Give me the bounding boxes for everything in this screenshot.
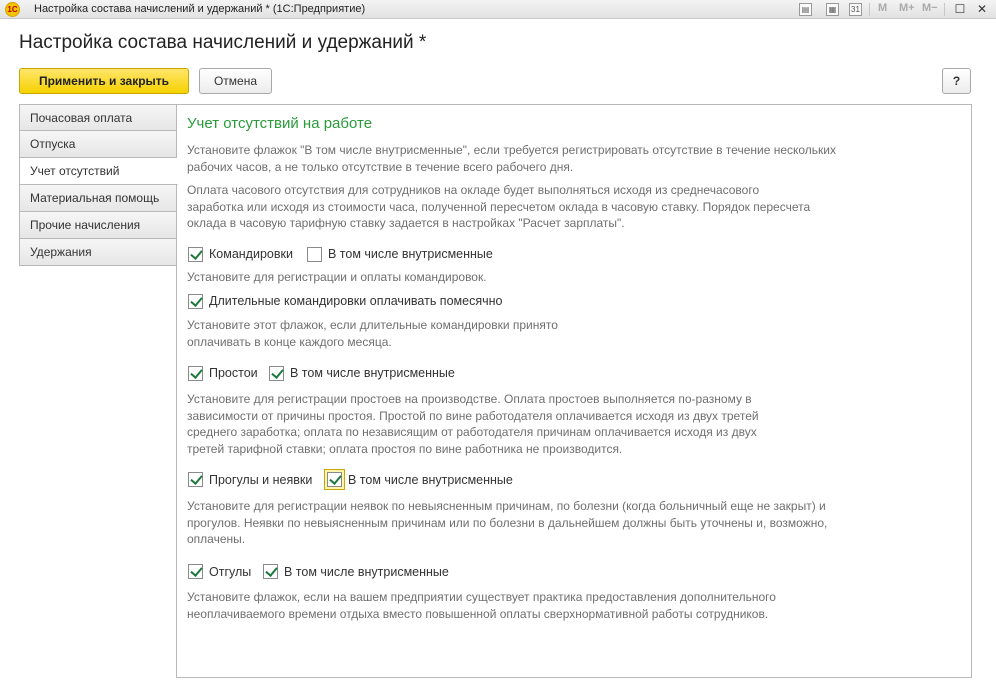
maximize-icon[interactable]: ☐ xyxy=(954,2,966,16)
hint-line: Установите для регистрации простоев на производстве. Оплата простоев выполняется по-разному в xyxy=(187,392,752,406)
app-logo-icon: 1С xyxy=(5,2,20,17)
time-off-intrashift-checkbox[interactable] xyxy=(263,564,278,579)
business-trips-checkbox[interactable] xyxy=(188,247,203,262)
hint-line: Оплата часового отсутствия для сотрудников на окладе будет выполняться исходя из среднечасового xyxy=(187,183,760,197)
time-off-hint xyxy=(187,589,776,622)
business-trips-label[interactable]: Командировки xyxy=(209,247,293,261)
long-trips-monthly-label[interactable]: Длительные командировки оплачивать помесячно xyxy=(209,294,503,308)
hint-line: заработка или исходя из стоимости часа, полученной пересчетом оклада в часовую ставку. Порядок пересчета xyxy=(187,199,811,214)
tab-hourly-pay[interactable]: Почасовая оплата xyxy=(19,104,177,131)
hint-line: Установите для регистрации неявок по невыясненным причинам, по болезни (когда больничный еще не закрыт) и xyxy=(187,499,826,513)
window-title: Настройка состава начислений и удержаний * (1С:Предприятие) xyxy=(34,3,366,15)
toolbar-separator xyxy=(869,3,870,16)
document-icon[interactable]: ▤ xyxy=(799,3,812,16)
downtime-hint xyxy=(187,391,759,457)
hint-line: зависимости от причины простоя. Простой по вине работодателя оплачивается исходя из двух третей xyxy=(187,408,759,423)
hint-line: оплачивать в конце каждого месяца. xyxy=(187,334,392,349)
section-title: Учет отсутствий на работе xyxy=(187,115,373,132)
hint-line: прогулов. Неявки по невыясненным причинам или по болезни в дальнейшем должны быть уточнены и, возможно, xyxy=(187,515,828,530)
tab-deductions[interactable]: Удержания xyxy=(19,239,177,266)
form-title: Настройка состава начислений и удержаний * xyxy=(19,32,427,53)
toolbar-separator xyxy=(944,3,945,16)
business-trips-hint xyxy=(187,269,487,286)
tab-absence-accounting[interactable]: Учет отсутствий xyxy=(19,158,178,185)
hint-line: Установите флажок "В том числе внутрисменные", если требуется регистрировать отсутствие в течение нескольких xyxy=(187,143,837,157)
hint-line: Установите для регистрации и оплаты командировок. xyxy=(187,270,487,284)
help-button[interactable]: ? xyxy=(942,68,971,94)
business-trips-intrashift-label[interactable]: В том числе внутрисменные xyxy=(328,247,493,261)
long-trips-hint xyxy=(187,317,558,350)
memory-minus-button[interactable]: M− xyxy=(922,2,938,14)
window-titlebar xyxy=(0,0,996,19)
memory-plus-button[interactable]: M+ xyxy=(899,2,915,14)
time-off-intrashift-label[interactable]: В том числе внутрисменные xyxy=(284,565,449,579)
time-off-label[interactable]: Отгулы xyxy=(209,565,252,579)
hint-line: Установите флажок, если на вашем предприятии существует практика предоставления дополнительного xyxy=(187,590,776,604)
absences-label[interactable]: Прогулы и неявки xyxy=(209,473,313,487)
long-trips-monthly-checkbox[interactable] xyxy=(188,294,203,309)
hint-line: неоплачиваемого времени отдыха вместо повышенной оплаты сверхнормативной работы сотрудников. xyxy=(187,606,769,621)
hint-line: оклада в часовую тарифную ставку задается в настройках "Расчет зарплаты". xyxy=(187,216,625,230)
calculator-icon[interactable]: ▦ xyxy=(826,3,839,16)
intro-hint-2 xyxy=(187,182,810,232)
cancel-button[interactable]: Отмена xyxy=(199,68,272,94)
absences-intrashift-checkbox[interactable] xyxy=(327,472,342,487)
apply-and-close-button[interactable]: Применить и закрыть xyxy=(19,68,189,94)
close-icon[interactable]: ✕ xyxy=(976,2,988,16)
downtime-intrashift-checkbox[interactable] xyxy=(269,366,284,381)
downtime-label[interactable]: Простои xyxy=(209,366,258,380)
tab-vacations[interactable]: Отпуска xyxy=(19,131,177,158)
absences-intrashift-label[interactable]: В том числе внутрисменные xyxy=(348,473,513,487)
memory-m-button[interactable]: M xyxy=(878,2,888,14)
absences-checkbox[interactable] xyxy=(188,472,203,487)
tab-other-accruals[interactable]: Прочие начисления xyxy=(19,212,177,239)
hint-line: Установите этот флажок, если длительные командировки принято xyxy=(187,318,558,332)
time-off-checkbox[interactable] xyxy=(188,564,203,579)
intro-hint-1 xyxy=(187,142,836,175)
hint-line: оплачены. xyxy=(187,532,246,546)
hint-line: рабочих часов, а не только отсутствие в течение всего рабочего дня. xyxy=(187,159,574,174)
hint-line: среднего заработка; оплата по независящим от работодателя причинам оплачивается исходя из двух xyxy=(187,425,757,439)
hint-line: третей тарифной ставки; оплата простоя по вине работника не производится. xyxy=(187,441,623,456)
calendar-icon[interactable]: 31 xyxy=(849,3,862,16)
absences-hint xyxy=(187,498,827,548)
tab-financial-aid[interactable]: Материальная помощь xyxy=(19,185,177,212)
settings-tabs xyxy=(19,104,177,266)
business-trips-intrashift-checkbox[interactable] xyxy=(307,247,322,262)
downtime-intrashift-label[interactable]: В том числе внутрисменные xyxy=(290,366,455,380)
downtime-checkbox[interactable] xyxy=(188,366,203,381)
